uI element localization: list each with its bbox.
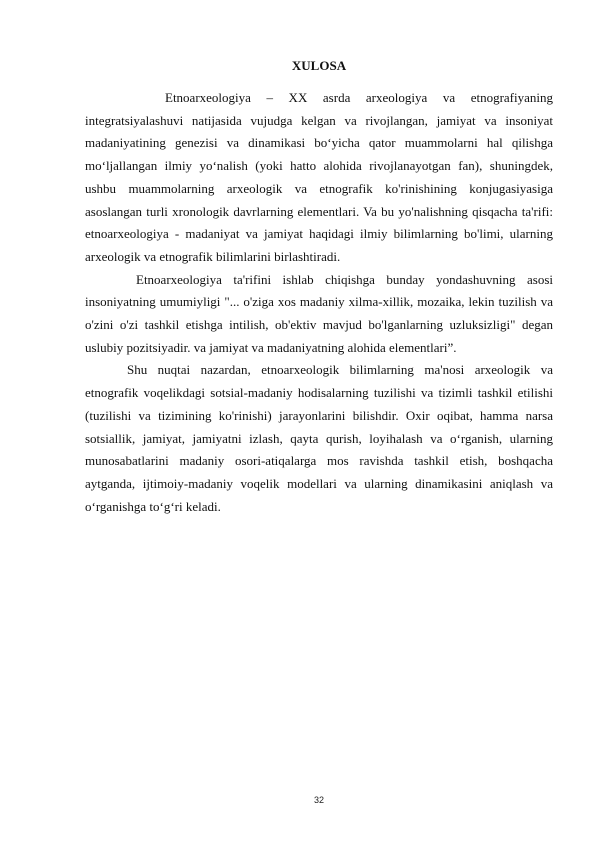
paragraph-3: Shu nuqtai nazardan, etnoarxeologik bilimlarning ma'nosi arxeologik va etnografik voqelikdagi sotsial-madaniy hodisalarning tuzilishi va tizimli tashkil etilishi (tuzilishi va tizimining ko'rinishi) jarayonlarini bilishdir. Oxir oqibat, hamma narsa sotsiallik, jamiyat, jamiyatni izlash, qayta qurish, loyihalash va o‘rganish, ularning munosabatlarini madaniy osori-atiqalarga mos ravishda tashkil etish, boshqacha aytganda, ijtimoiy-madaniy voqelik modellari va ularning dinamikasini aniqlash va o‘rganishga to‘g‘ri keladi. bbox=[85, 362, 553, 514]
paragraph-1: Etnoarxeologiya – XX asrda arxeologiya va etnografiyaning integratsiyalashuvi natijasida vujudga kelgan va rivojlangan, jamiyat va insoniyat madaniyatining genezisi va dinamikasi bo‘yicha qator muammolarni hal qilishga mo‘ljallangan ilmiy yo‘nalish (yoki hatto alohida rivojlanayotgan fan), shuningdek, ushbu muammolarning arxeologik va etnografik ko'rinishining konjugasiyasiga asoslangan turli xronologik davrlarning elementlari. Va bu yo'nalishning qisqacha ta'rifi: etnoarxeologiya - madaniyat va jamiyat haqidagi ilmiy bilimlarning bo'limi, ularning arxeologik va etnografik bilimlarini birlashtiradi. bbox=[85, 90, 553, 264]
page-title: XULOSA bbox=[291, 58, 347, 73]
document-body bbox=[85, 87, 553, 518]
page-number: 32 bbox=[313, 795, 324, 805]
paragraph-2: Etnoarxeologiya ta'rifini ishlab chiqishga bunday yondashuvning asosi insoniyatning umumiyligi "... o'ziga xos madaniy xilma-xillik, mozaika, lekin tuzilish va o'zini o'zi tashkil etishga intilish, ob'ektiv mavjud bo'lganlarning uzluksizligi" degan uslubiy pozitsiyadir. va jamiyat va madaniyatning alohida elementlari”. bbox=[85, 271, 553, 355]
